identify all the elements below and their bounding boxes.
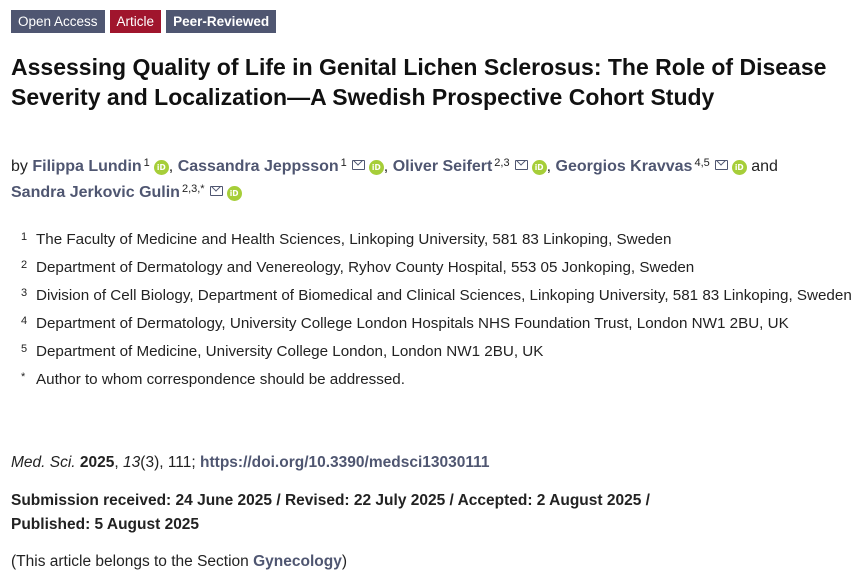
affiliation-number: * [21, 371, 26, 383]
affiliation-item [21, 284, 859, 307]
author-name-link[interactable]: Oliver Seifert [392, 158, 493, 175]
affiliation-text: Department of Dermatology and Venereology, Ryhov County Hospital, 553 05 Jonkoping, Sweden [36, 259, 695, 276]
affiliation-number: 2 [21, 259, 28, 271]
author-separator: , [168, 158, 174, 175]
section-link[interactable]: Gynecology [253, 553, 342, 570]
author-georgios-kravvas [556, 158, 752, 175]
email-icon[interactable] [515, 160, 528, 170]
journal-name: Med. Sci. [11, 454, 76, 471]
open-access-badge[interactable]: Open Access [11, 10, 105, 33]
orcid-icon[interactable]: iD [154, 160, 169, 175]
author-affiliation-sup: 4,5 [694, 157, 710, 169]
author-name-link[interactable]: Filippa Lundin [32, 158, 142, 175]
section-note [11, 551, 347, 573]
badge-row [11, 10, 276, 33]
email-icon[interactable] [352, 160, 365, 170]
article-type-badge[interactable]: Article [110, 10, 162, 33]
author-separator: , [383, 158, 389, 175]
author-filippa-lundin [32, 158, 177, 175]
orcid-icon[interactable]: iD [227, 186, 242, 201]
orcid-icon[interactable]: iD [732, 160, 747, 175]
affiliation-number: 3 [21, 287, 28, 299]
author-affiliation-sup: 2,3,* [181, 183, 205, 195]
peer-reviewed-badge[interactable]: Peer-Reviewed [166, 10, 276, 33]
author-name-link[interactable]: Cassandra Jeppsson [177, 158, 339, 175]
author-sandra-jerkovic-gulin [11, 184, 242, 201]
author-affiliation-sup: 1 [340, 157, 347, 169]
publication-year: 2025 [79, 454, 115, 471]
section-note-suffix: ) [341, 553, 347, 570]
email-icon[interactable] [210, 186, 223, 196]
email-icon[interactable] [715, 160, 728, 170]
author-affiliation-sup: 1 [143, 157, 150, 169]
affiliation-text: Department of Medicine, University College London, London NW1 2BU, UK [36, 343, 544, 360]
affiliation-item [21, 368, 859, 391]
author-name-link[interactable]: Sandra Jerkovic Gulin [11, 184, 180, 201]
authors-prefix: by [11, 158, 28, 175]
affiliation-text: Department of Dermatology, University College London Hospitals NHS Foundation Trust, London NW1 2BU, UK [36, 315, 789, 332]
author-oliver-seifert [393, 158, 556, 175]
author-list [11, 154, 856, 206]
affiliation-number: 1 [21, 231, 28, 243]
publication-dates: Submission received: 24 June 2025 / Revised: 22 July 2025 / Accepted: 2 August 2025 / Published: 5 August 2025 [11, 492, 650, 533]
doi-link[interactable]: https://doi.org/10.3390/medsci13030111 [200, 454, 490, 471]
section-note-prefix: (This article belongs to the Section [11, 553, 249, 570]
author-separator: , [546, 158, 552, 175]
affiliation-text: Author to whom correspondence should be addressed. [36, 371, 405, 388]
affiliation-text: Division of Cell Biology, Department of Biomedical and Clinical Sciences, Linkoping University, 581 83 Linkoping, Sweden [36, 287, 852, 304]
orcid-icon[interactable]: iD [532, 160, 547, 175]
affiliation-number: 5 [21, 343, 28, 355]
author-cassandra-jeppsson [178, 158, 393, 175]
affiliation-item [21, 256, 859, 279]
issue-pages: (3), 111; [140, 454, 196, 471]
affiliation-item [21, 340, 859, 363]
volume-number: 13 [123, 454, 141, 471]
author-affiliation-sup: 2,3 [494, 157, 510, 169]
authors-conjunction: and [751, 158, 778, 175]
affiliation-number: 4 [21, 315, 28, 327]
orcid-icon[interactable]: iD [369, 160, 384, 175]
affiliation-list [21, 228, 859, 396]
affiliation-item [21, 228, 859, 251]
citation-line: Med. Sci. 2025, 13(3), 111; https://doi.org/10.3390/medsci13030111 [11, 454, 490, 471]
article-title: Assessing Quality of Life in Genital Lichen Sclerosus: The Role of Disease Severity and Localization—A Swedish Prospective Cohort Study [11, 54, 827, 110]
author-name-link[interactable]: Georgios Kravvas [555, 158, 693, 175]
affiliation-text: The Faculty of Medicine and Health Sciences, Linkoping University, 581 83 Linkoping, Sweden [36, 231, 672, 248]
affiliation-item [21, 312, 859, 335]
